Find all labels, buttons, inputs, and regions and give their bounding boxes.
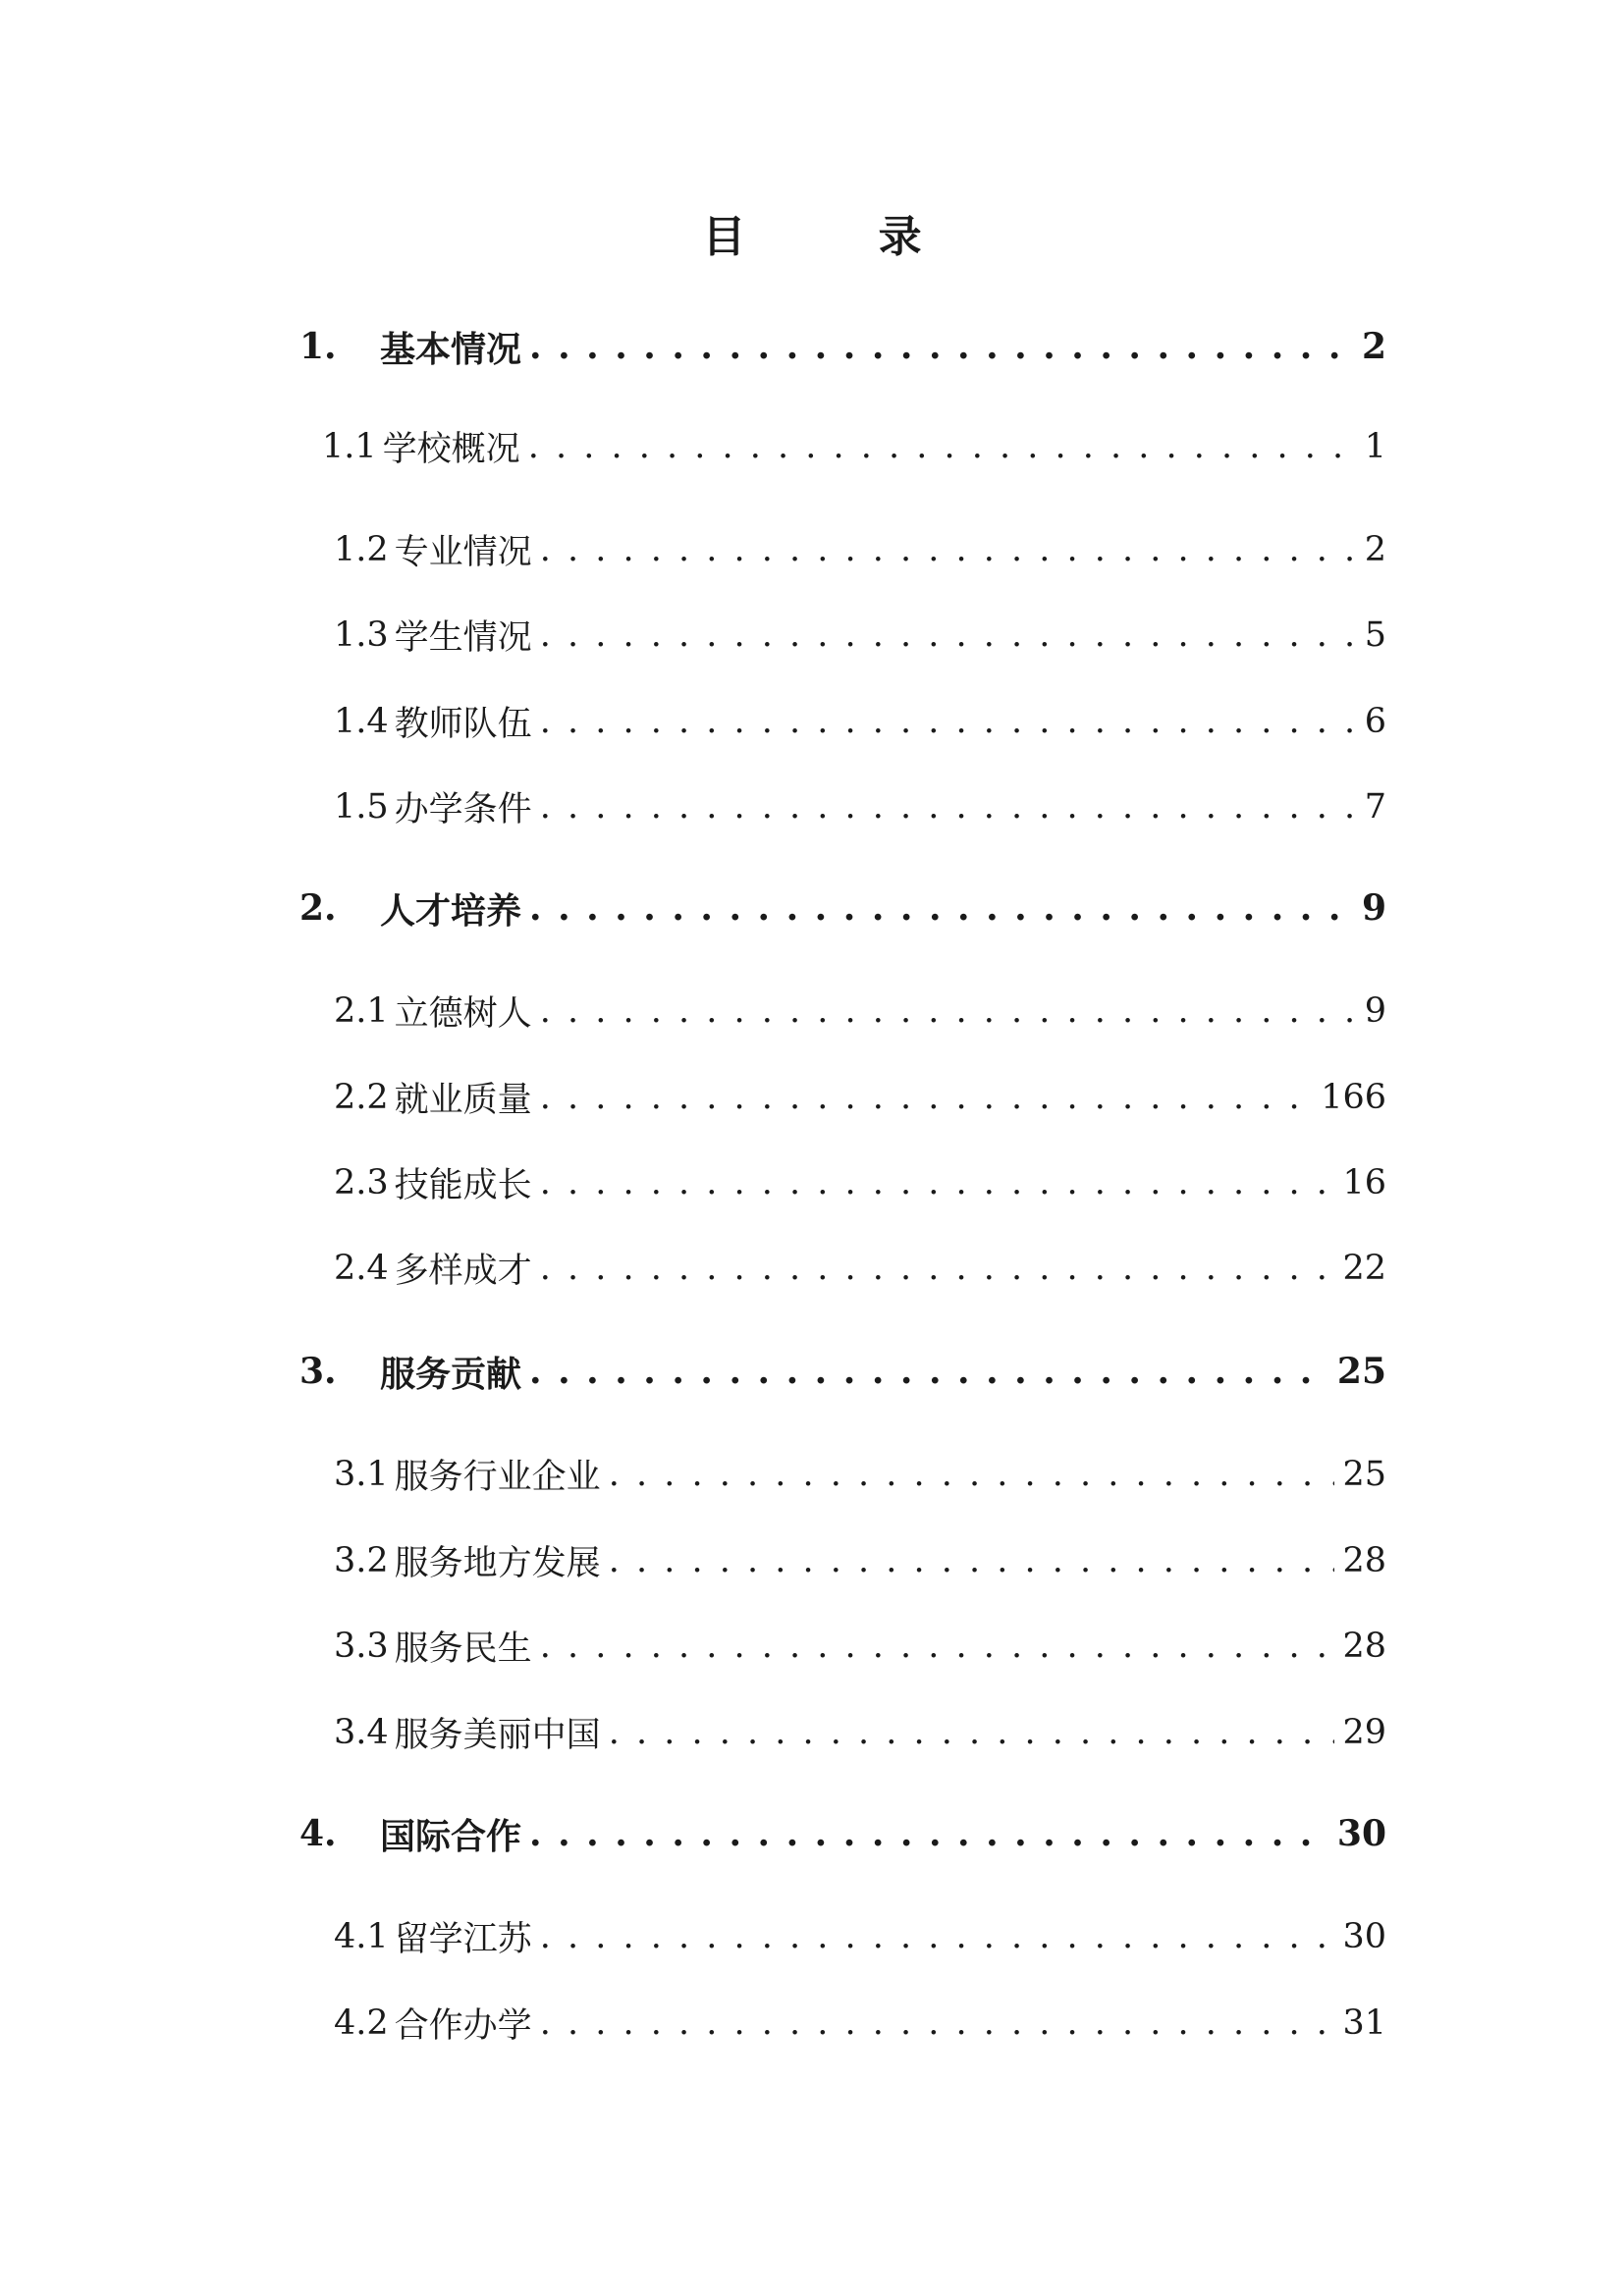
- toc-entry-text: 人才培养: [380, 889, 522, 932]
- toc-dot-leader: [540, 1073, 1314, 1122]
- toc-dot-leader: [540, 1999, 1335, 2048]
- toc-entry[interactable]: [334, 611, 1386, 660]
- toc-entry-number: 2.4: [334, 1249, 389, 1288]
- toc-entry-page: 9: [1364, 991, 1386, 1031]
- toc-dot-leader: [540, 697, 1357, 746]
- toc-entry[interactable]: [334, 1622, 1386, 1671]
- toc-entry-text: 服务美丽中国: [394, 1716, 601, 1755]
- toc-entry-number: 4.1: [334, 1917, 389, 1956]
- toc-entry-page: 6: [1364, 702, 1386, 741]
- toc-entry-text: 就业质量: [394, 1081, 532, 1120]
- toc-entry-number: 1.5: [334, 787, 389, 827]
- toc-dot-leader: [529, 322, 1354, 371]
- toc-entry-number: 1.3: [334, 615, 389, 655]
- toc-entry[interactable]: [334, 525, 1386, 574]
- toc-dot-leader: [540, 525, 1357, 574]
- toc-entry-text: 办学条件: [394, 790, 532, 829]
- toc-entry-text: 服务贡献: [380, 1353, 522, 1395]
- toc-entry-number: 3.2: [334, 1541, 389, 1580]
- toc-entry[interactable]: [334, 1912, 1386, 1961]
- toc-entry-page: 9: [1361, 887, 1386, 929]
- toc-dot-leader: [540, 987, 1357, 1036]
- toc-entry[interactable]: [334, 1536, 1386, 1585]
- toc-entry-page: 31: [1342, 2003, 1386, 2043]
- toc-entry-text: 专业情况: [394, 533, 532, 572]
- toc-entry-number: 3.4: [334, 1713, 389, 1752]
- toc-entry-page: 28: [1342, 1627, 1386, 1666]
- toc-entry[interactable]: [334, 782, 1386, 831]
- toc-entry[interactable]: [322, 422, 1386, 471]
- toc-entry-text: 留学江苏: [394, 1920, 532, 1959]
- toc-dot-leader: [540, 1158, 1335, 1207]
- toc-entry-text: 国际合作: [380, 1815, 522, 1857]
- toc-entry[interactable]: [299, 883, 1386, 933]
- toc-dot-leader: [528, 422, 1357, 471]
- toc-entry-page: 28: [1342, 1541, 1386, 1580]
- toc-entry-page: 16: [1342, 1163, 1386, 1202]
- toc-entry-number: 1.2: [334, 530, 389, 569]
- toc-dot-leader: [540, 1622, 1335, 1671]
- toc-entry-number: 4.2: [334, 2003, 389, 2043]
- toc-entry-text: 服务行业企业: [394, 1458, 601, 1497]
- toc-dot-leader: [540, 782, 1357, 831]
- toc-entry-number: 1.1: [322, 427, 377, 466]
- toc-entry-page: 30: [1342, 1917, 1386, 1956]
- toc-entry[interactable]: [334, 1450, 1386, 1499]
- toc-entry-text: 服务民生: [394, 1629, 532, 1669]
- toc-title: 目 录: [702, 212, 981, 262]
- toc-entry-number: 2.3: [334, 1163, 389, 1202]
- toc-entry[interactable]: [334, 987, 1386, 1036]
- toc-entry-page: 7: [1364, 787, 1386, 827]
- toc-entry-text: 基本情况: [380, 328, 522, 370]
- toc-entry[interactable]: [334, 1073, 1386, 1122]
- toc-entry-page: 2: [1364, 530, 1386, 569]
- toc-entry[interactable]: [334, 1999, 1386, 2048]
- toc-entry-number: 3.1: [334, 1455, 389, 1494]
- toc-entry-page: 22: [1342, 1249, 1386, 1288]
- toc-entry-page: 166: [1321, 1078, 1386, 1117]
- toc-entry-text: 立德树人: [394, 994, 532, 1034]
- toc-entry-page: 29: [1342, 1713, 1386, 1752]
- toc-entry[interactable]: [334, 1158, 1386, 1207]
- toc-entry-text: 多样成才: [394, 1252, 532, 1291]
- toc-entry[interactable]: [299, 322, 1386, 371]
- toc-entry[interactable]: [299, 1809, 1386, 1858]
- toc-entry-page: 25: [1336, 1351, 1386, 1392]
- toc-entry-number: 1.4: [334, 702, 389, 741]
- toc-entry[interactable]: [334, 697, 1386, 746]
- toc-entry-number: 2.1: [334, 991, 389, 1031]
- toc-dot-leader: [609, 1708, 1335, 1757]
- toc-entry-text: 教师队伍: [394, 705, 532, 744]
- toc-dot-leader: [529, 883, 1354, 933]
- toc-entry-number: 3.: [299, 1351, 337, 1392]
- toc-dot-leader: [540, 1244, 1335, 1293]
- toc-entry[interactable]: [334, 1244, 1386, 1293]
- toc-entry-text: 学校概况: [382, 430, 520, 469]
- toc-entry-number: 3.3: [334, 1627, 389, 1666]
- toc-entry-text: 学生情况: [394, 618, 532, 658]
- toc-entry-number: 4.: [299, 1813, 337, 1854]
- toc-entry-text: 服务地方发展: [394, 1544, 601, 1583]
- toc-entry-number: 1.: [299, 326, 337, 367]
- toc-dot-leader: [540, 611, 1357, 660]
- toc-dot-leader: [609, 1536, 1335, 1585]
- toc-entry-number: 2.: [299, 887, 337, 929]
- toc-entry-text: 技能成长: [394, 1166, 532, 1205]
- toc-entry-number: 2.2: [334, 1078, 389, 1117]
- toc-entry-page: 5: [1364, 615, 1386, 655]
- toc-entry-page: 30: [1336, 1813, 1386, 1854]
- toc-entry-text: 合作办学: [394, 2006, 532, 2046]
- toc-entry-page: 25: [1342, 1455, 1386, 1494]
- toc-entry-page: 1: [1364, 427, 1386, 466]
- toc-dot-leader: [609, 1450, 1335, 1499]
- toc-dot-leader: [540, 1912, 1335, 1961]
- toc-dot-leader: [529, 1809, 1329, 1858]
- toc-dot-leader: [529, 1347, 1329, 1396]
- toc-entry-page: 2: [1361, 326, 1386, 367]
- toc-entry[interactable]: [299, 1347, 1386, 1396]
- toc-entry[interactable]: [334, 1708, 1386, 1757]
